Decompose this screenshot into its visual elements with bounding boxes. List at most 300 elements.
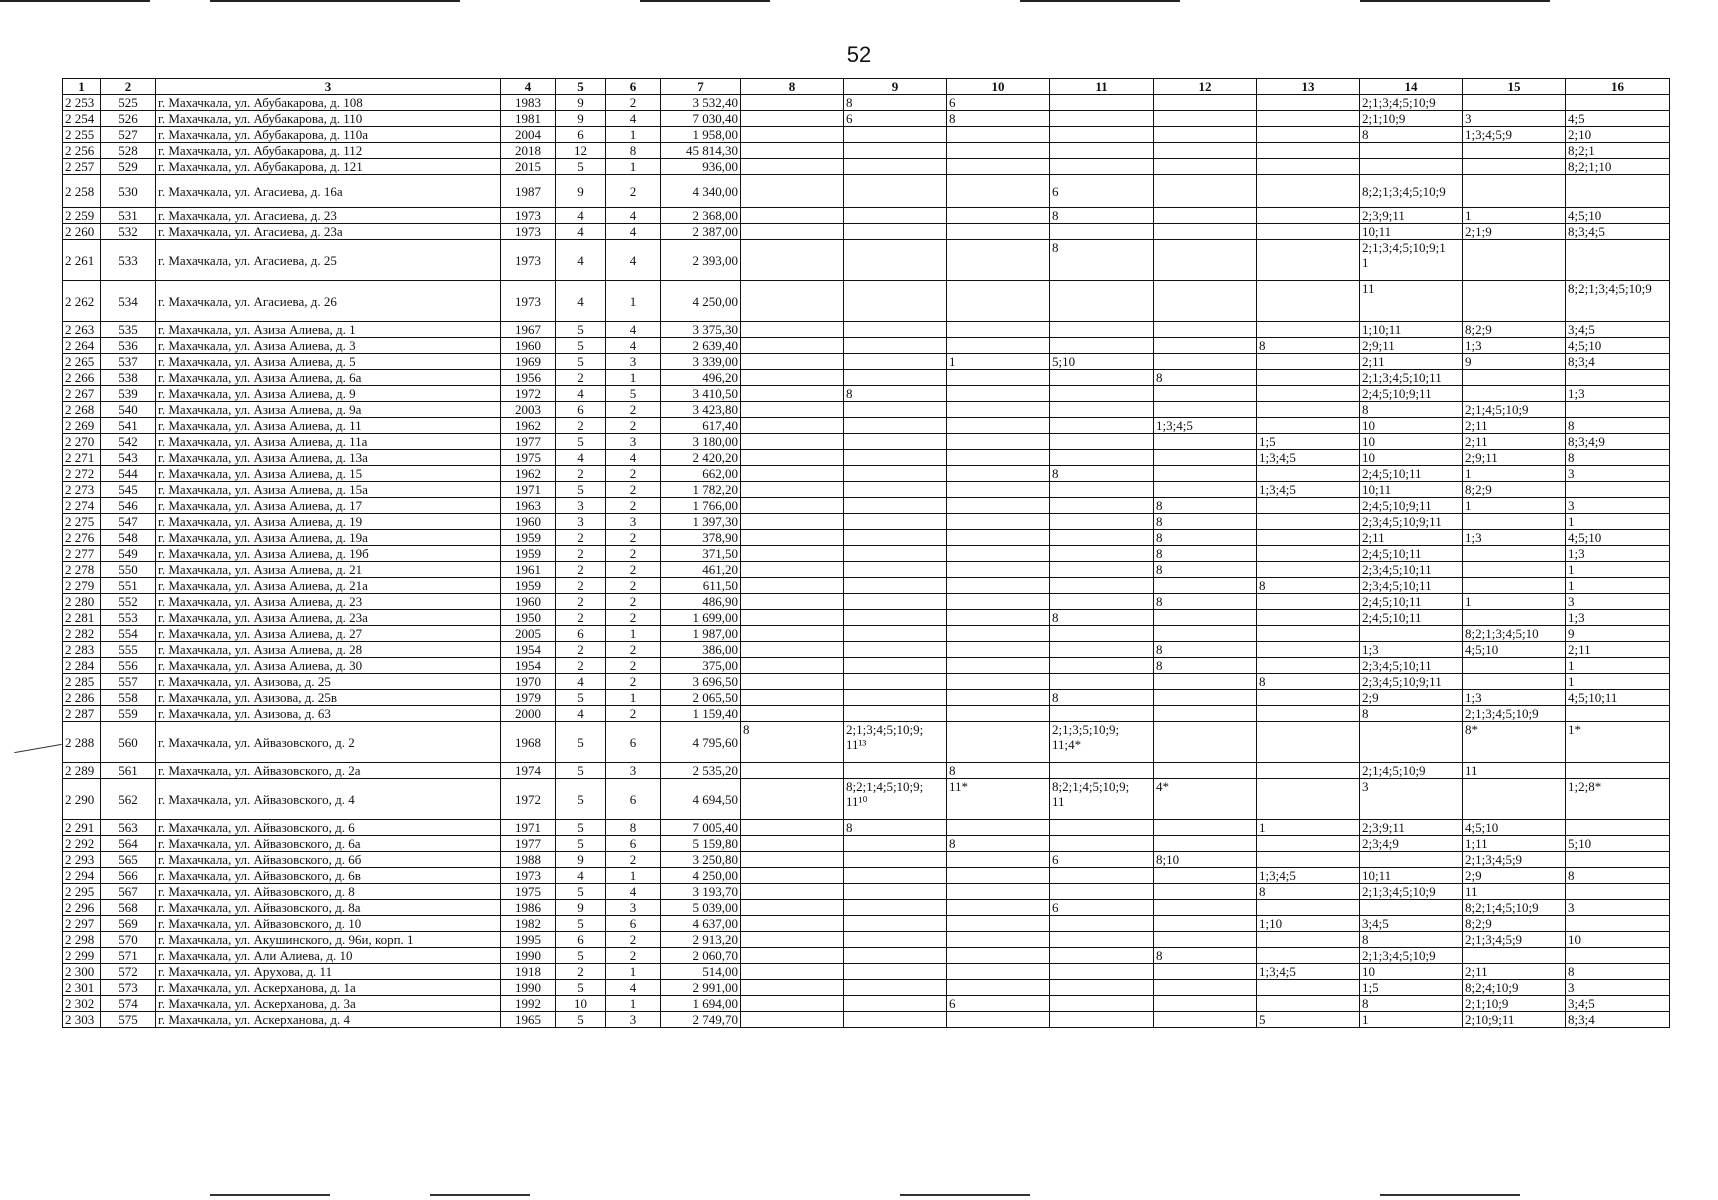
table-cell: 4 [606,240,661,281]
table-cell: 1961 [501,562,556,578]
table-row [63,159,1670,175]
table-cell: 6 [947,95,1050,111]
table-cell: 375,00 [661,658,741,674]
table-cell: 529 [101,159,156,175]
table-cell [1154,980,1257,996]
table-cell: 574 [101,996,156,1012]
table-cell: 1974 [501,763,556,779]
table-row [63,868,1670,884]
table-cell: 4 [606,338,661,354]
table-cell [1154,690,1257,706]
table-cell: 4 250,00 [661,868,741,884]
table-cell [844,964,947,980]
table-cell: 6 [1050,852,1154,868]
table-cell: 4 [606,322,661,338]
table-cell: г. Махачкала, ул. Айвазовского, д. 8а [156,900,501,916]
table-cell: 1;10 [1257,916,1360,932]
table-cell: 2 [606,852,661,868]
scan-edge-line [430,1194,530,1196]
table-cell: 3 [606,763,661,779]
table-cell [947,820,1050,836]
table-cell: 1 [1566,514,1670,530]
column-header: 14 [1360,79,1463,95]
table-cell: 573 [101,980,156,996]
table-cell: 2;1;3;4;5;10;9; 11¹³ [844,722,947,763]
scan-edge-line [0,0,150,2]
table-cell: 4 [556,386,606,402]
table-cell: 2015 [501,159,556,175]
column-header: 6 [606,79,661,95]
table-cell [1257,980,1360,996]
table-cell: 2 [606,658,661,674]
table-cell: 5 [556,159,606,175]
table-cell [741,980,844,996]
table-cell: 2 065,50 [661,690,741,706]
table-cell [1154,240,1257,281]
table-cell [947,852,1050,868]
table-cell: 6 [1050,900,1154,916]
table-cell: 7 030,40 [661,111,741,127]
table-cell [1257,159,1360,175]
table-cell [1154,322,1257,338]
table-cell: 1954 [501,642,556,658]
table-cell: 8;2;1;4;5;10;9; 11 [1050,779,1154,820]
table-cell [844,868,947,884]
table-cell: 1 [947,354,1050,370]
table-cell: г. Махачкала, ул. Агасиева, д. 25 [156,240,501,281]
table-cell [947,626,1050,642]
table-cell: 5 [556,916,606,932]
table-cell: 1987 [501,175,556,208]
table-cell: 2 [606,418,661,434]
table-cell: 8;2;1;4;5;10;9 [1463,900,1566,916]
table-row [63,578,1670,594]
table-cell [741,240,844,281]
table-cell [1050,370,1154,386]
table-cell: 8 [1360,996,1463,1012]
table-cell: 2 [606,482,661,498]
table-cell: 2 [606,578,661,594]
table-cell [947,466,1050,482]
table-cell: 4 [556,281,606,322]
table-cell: 4 [556,868,606,884]
table-cell: 3 193,70 [661,884,741,900]
table-cell [1257,127,1360,143]
table-cell: 1 [1257,820,1360,836]
table-cell: 3 [1463,111,1566,127]
column-header: 13 [1257,79,1360,95]
table-cell [741,111,844,127]
table-cell: 9 [556,95,606,111]
table-cell [844,932,947,948]
table-cell: 1;3 [1566,610,1670,626]
table-cell [1050,159,1154,175]
table-cell [1463,281,1566,322]
table-cell [1154,354,1257,370]
table-cell [1154,626,1257,642]
table-cell: 11* [947,779,1050,820]
table-cell [741,498,844,514]
table-cell: 2 277 [63,546,101,562]
table-cell [947,868,1050,884]
table-cell [1463,95,1566,111]
table-cell: 555 [101,642,156,658]
table-cell: 2 279 [63,578,101,594]
table-cell: 6 [606,779,661,820]
table-cell: г. Махачкала, ул. Абубакарова, д. 108 [156,95,501,111]
table-cell: 2 [606,402,661,418]
table-cell: г. Махачкала, ул. Аскерханова, д. 1а [156,980,501,996]
table-cell: 486,90 [661,594,741,610]
table-cell: 571 [101,948,156,964]
table-cell: 2 [556,610,606,626]
table-cell [947,594,1050,610]
table-cell [1257,240,1360,281]
table-cell: 5 [556,1012,606,1028]
table-cell: 10 [1360,964,1463,980]
table-cell [947,610,1050,626]
table-cell: 4 [606,884,661,900]
table-cell: 8 [1360,127,1463,143]
table-cell: 2 283 [63,642,101,658]
table-cell: 4 [556,674,606,690]
table-cell: 2 260 [63,224,101,240]
table-cell [741,900,844,916]
table-cell: 1;2;8* [1566,779,1670,820]
table-cell: 2;11 [1566,642,1670,658]
table-cell: 8 [1050,690,1154,706]
table-cell [947,964,1050,980]
table-cell [1463,514,1566,530]
table-cell: 5;10 [1050,354,1154,370]
table-cell: 1960 [501,514,556,530]
table-cell: г. Махачкала, ул. Азиза Алиева, д. 27 [156,626,501,642]
table-cell [1257,175,1360,208]
table-row [63,980,1670,996]
table-row [63,546,1670,562]
table-cell [741,546,844,562]
table-cell [1050,143,1154,159]
table-cell: 8 [844,95,947,111]
column-header: 8 [741,79,844,95]
table-cell: 2018 [501,143,556,159]
table-cell: 2 [556,466,606,482]
table-cell: 6 [947,996,1050,1012]
scan-edge-line [640,0,770,2]
table-cell: 2 285 [63,674,101,690]
table-cell [1050,498,1154,514]
table-cell: 2;1;4;5;10;9 [1360,763,1463,779]
table-cell [1257,722,1360,763]
table-cell: 1990 [501,980,556,996]
table-cell [947,530,1050,546]
table-cell [741,916,844,932]
table-row [63,964,1670,980]
column-header: 4 [501,79,556,95]
table-cell: 8 [741,722,844,763]
column-header: 2 [101,79,156,95]
table-cell [844,208,947,224]
table-cell: 2;4;5;10;11 [1360,610,1463,626]
table-cell: 4 [606,111,661,127]
column-header: 7 [661,79,741,95]
table-cell [741,482,844,498]
table-cell: 1968 [501,722,556,763]
table-cell [1154,1012,1257,1028]
table-cell: г. Махачкала, ул. Азиза Алиева, д. 23 [156,594,501,610]
table-cell: 2 272 [63,466,101,482]
table-cell [1154,434,1257,450]
table-cell: 557 [101,674,156,690]
table-cell: 2 [606,948,661,964]
table-cell: 1977 [501,434,556,450]
table-cell: 3 [556,514,606,530]
table-cell: 2 258 [63,175,101,208]
table-row [63,370,1670,386]
table-cell [1360,852,1463,868]
table-cell [1566,482,1670,498]
table-cell [947,338,1050,354]
table-cell [1154,996,1257,1012]
table-row [63,852,1670,868]
table-cell [1050,111,1154,127]
table-cell [1360,143,1463,159]
table-cell: 2 262 [63,281,101,322]
table-cell [1566,763,1670,779]
table-cell [741,159,844,175]
table-cell: 2;3;4;5;10;9;11 [1360,514,1463,530]
table-cell [1050,706,1154,722]
table-cell [1257,95,1360,111]
table-cell: 539 [101,386,156,402]
table-cell: 9 [1566,626,1670,642]
table-row [63,386,1670,402]
table-cell [844,1012,947,1028]
table-row [63,127,1670,143]
table-cell: 3 [1566,594,1670,610]
table-cell [947,980,1050,996]
table-cell: г. Махачкала, ул. Али Алиева, д. 10 [156,948,501,964]
table-cell [844,514,947,530]
table-cell: 8;2;1;10 [1566,159,1670,175]
table-cell [947,706,1050,722]
table-cell: 1 987,00 [661,626,741,642]
table-cell: 559 [101,706,156,722]
table-cell [947,722,1050,763]
table-cell: 3 [1360,779,1463,820]
table-cell: 2 298 [63,932,101,948]
table-cell: 2 [606,498,661,514]
table-cell [947,418,1050,434]
table-cell [947,498,1050,514]
table-cell: 1;3 [1360,642,1463,658]
table-cell: 8;10 [1154,852,1257,868]
table-cell: г. Махачкала, ул. Азиза Алиева, д. 11а [156,434,501,450]
table-cell: 2 749,70 [661,1012,741,1028]
table-cell: 8 [1566,964,1670,980]
table-cell: 5 [556,884,606,900]
table-cell: 5;10 [1566,836,1670,852]
table-cell: 2 [606,706,661,722]
table-cell: 2 268 [63,402,101,418]
table-cell [1050,546,1154,562]
table-cell: 5 [556,763,606,779]
table-cell [741,281,844,322]
table-row [63,779,1670,820]
table-cell: 461,20 [661,562,741,578]
table-cell [1257,763,1360,779]
table-cell: 2;1;3;4;5;10;9;1 1 [1360,240,1463,281]
table-cell: 1973 [501,208,556,224]
table-row [63,498,1670,514]
table-cell: 4;5;10 [1463,642,1566,658]
table-cell: 2 261 [63,240,101,281]
table-cell: 4* [1154,779,1257,820]
table-cell [741,530,844,546]
table-cell [947,402,1050,418]
table-cell [844,610,947,626]
table-cell: г. Махачкала, ул. Азиза Алиева, д. 9 [156,386,501,402]
table-cell [1154,916,1257,932]
table-cell: 1 782,20 [661,482,741,498]
table-cell: 2 269 [63,418,101,434]
table-cell: 1;3 [1566,386,1670,402]
table-cell: 1 [1566,674,1670,690]
table-cell: 8 [1154,370,1257,386]
table-cell: г. Махачкала, ул. Айвазовского, д. 8 [156,884,501,900]
table-cell: 2;1;3;4;5;10;9 [1360,948,1463,964]
page-number: 52 [846,42,872,67]
table-cell: 1;5 [1257,434,1360,450]
table-cell: 5 [556,820,606,836]
table-cell: 542 [101,434,156,450]
table-cell: 2;10;9;11 [1463,1012,1566,1028]
table-cell: 2 287 [63,706,101,722]
table-cell: 2 281 [63,610,101,626]
table-cell: 1970 [501,674,556,690]
table-row [63,224,1670,240]
table-cell [1257,418,1360,434]
table-cell: 2 [606,674,661,690]
table-cell [741,370,844,386]
table-cell: 3 180,00 [661,434,741,450]
table-cell: г. Махачкала, ул. Азиза Алиева, д. 1 [156,322,501,338]
table-cell [741,354,844,370]
table-row [63,706,1670,722]
table-cell: г. Махачкала, ул. Азиза Алиева, д. 15 [156,466,501,482]
table-cell: 2 264 [63,338,101,354]
table-cell: 8 [1257,674,1360,690]
table-cell [1050,948,1154,964]
table-cell: 9 [1463,354,1566,370]
table-row [63,354,1670,370]
table-cell: 2 270 [63,434,101,450]
table-cell [844,127,947,143]
table-cell: 496,20 [661,370,741,386]
table-cell: 1;10;11 [1360,322,1463,338]
table-cell [844,370,947,386]
table-cell: 2 [556,546,606,562]
table-cell: 2 271 [63,450,101,466]
table-cell: 5 [556,690,606,706]
table-cell: г. Махачкала, ул. Азиза Алиева, д. 21а [156,578,501,594]
table-cell: 564 [101,836,156,852]
table-cell: 4;5;10 [1463,820,1566,836]
table-cell: 1969 [501,354,556,370]
table-cell: 5 039,00 [661,900,741,916]
table-row [63,466,1670,482]
table-cell: 8 [1257,338,1360,354]
table-cell [1360,900,1463,916]
table-cell: 1918 [501,964,556,980]
table-cell [741,450,844,466]
table-cell [1257,281,1360,322]
register-table [62,78,1670,1028]
column-header: 9 [844,79,947,95]
table-cell [1050,224,1154,240]
table-cell: 8 [1566,868,1670,884]
table-cell [947,642,1050,658]
table-cell: 2;11 [1463,434,1566,450]
table-cell: 1 [1463,466,1566,482]
table-cell [844,482,947,498]
table-cell: 8 [1154,562,1257,578]
table-cell [1050,964,1154,980]
table-cell: 1973 [501,281,556,322]
table-cell: 3 [606,900,661,916]
table-cell: 1;3;4;5;9 [1463,127,1566,143]
table-cell: 3 [606,354,661,370]
table-row [63,674,1670,690]
table-cell [1257,370,1360,386]
table-cell: 2;3;4;9 [1360,836,1463,852]
table-cell: 2 276 [63,530,101,546]
table-cell [844,980,947,996]
table-cell: 1 397,30 [661,514,741,530]
table-cell: 378,90 [661,530,741,546]
table-cell [844,658,947,674]
column-header: 1 [63,79,101,95]
table-cell: 2;1;3;4;5;9 [1463,852,1566,868]
table-cell: 2 282 [63,626,101,642]
table-cell: 530 [101,175,156,208]
table-cell [1050,434,1154,450]
table-cell: 2;3;4;5;10;9;11 [1360,674,1463,690]
table-cell: 8 [947,836,1050,852]
table-cell: 531 [101,208,156,224]
table-cell: 8 [947,763,1050,779]
table-row [63,722,1670,763]
table-cell: 9 [556,900,606,916]
table-cell: 8 [1154,530,1257,546]
table-cell: 8 [1257,884,1360,900]
table-cell [1050,674,1154,690]
table-cell [844,996,947,1012]
table-cell [947,900,1050,916]
table-cell [1154,111,1257,127]
table-cell: 527 [101,127,156,143]
table-cell: 3 375,30 [661,322,741,338]
table-cell: 2 292 [63,836,101,852]
table-cell [844,706,947,722]
table-cell: 1983 [501,95,556,111]
table-cell: г. Махачкала, ул. Азиза Алиева, д. 19а [156,530,501,546]
table-cell [1154,175,1257,208]
table-cell [1154,610,1257,626]
table-cell [844,562,947,578]
table-cell [741,996,844,1012]
table-row [63,95,1670,111]
